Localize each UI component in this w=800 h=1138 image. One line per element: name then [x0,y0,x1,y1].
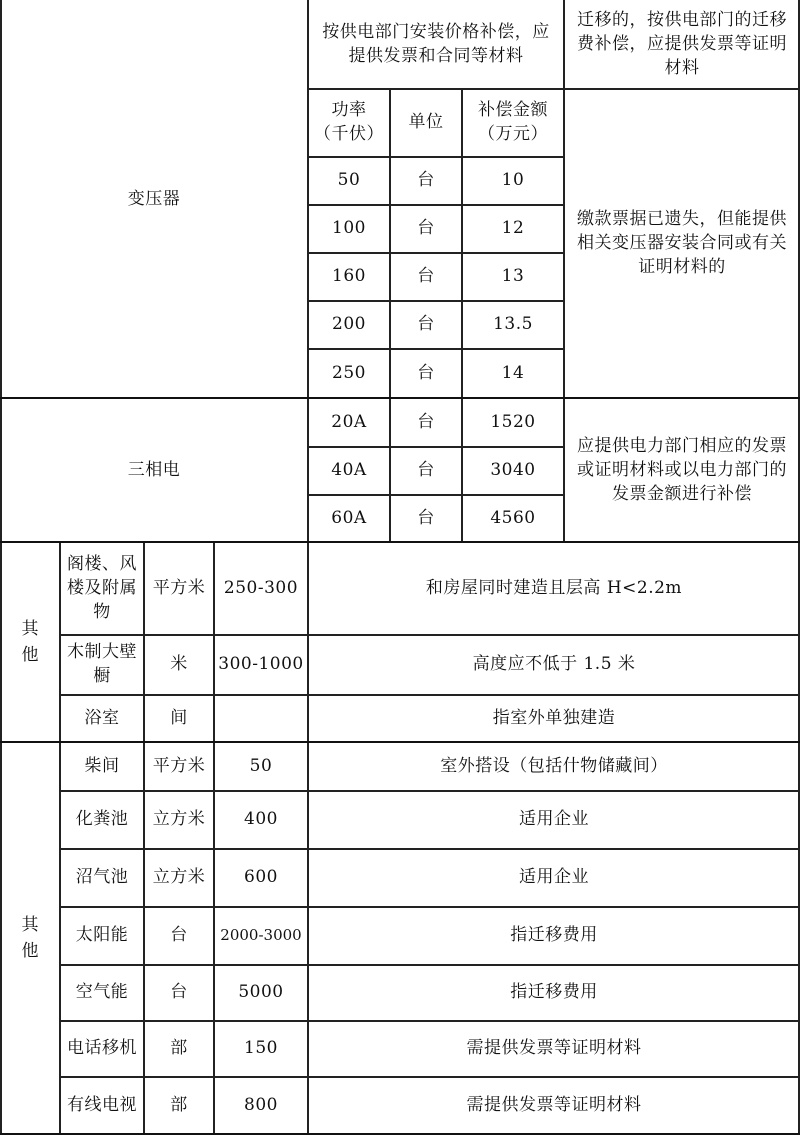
col-header-amount: 补偿金额 （万元） [478,100,548,144]
other-unit: 台 [170,982,188,1002]
grid-line [307,252,564,254]
grid-line [307,446,564,448]
other-amount: 5000 [238,982,284,1002]
other-amount: 800 [244,1095,278,1115]
transformer-unit: 台 [417,314,435,334]
three-phase-unit: 台 [417,412,435,432]
three-phase-unit: 台 [417,508,435,528]
grid-line [0,741,800,743]
grid-line [307,156,564,158]
other-note: 高度应不低于 1.5 米 [472,654,636,674]
grid-line [213,542,215,1134]
other-unit: 部 [170,1095,188,1115]
grid-line [0,397,800,399]
grid-line [307,542,309,1134]
transformer-amount: 12 [501,218,525,238]
transformer-power: 200 [332,314,366,334]
grid-line [0,1133,800,1135]
other-note: 适用企业 [519,809,589,829]
other-amount: 150 [244,1038,278,1058]
other-item: 有线电视 [67,1095,137,1115]
other-unit: 台 [170,925,188,945]
grid-line [0,0,2,1134]
three-phase-amount: 4560 [490,508,536,528]
other-unit: 部 [170,1038,188,1058]
other-item: 太阳能 [75,925,129,945]
other-amount [214,694,308,742]
other-amount: 50 [249,756,273,776]
three-phase-note: 应提供电力部门相应的发票或证明材料或以电力部门的发票金额进行补偿 [577,436,787,504]
three-phase-unit: 台 [417,460,435,480]
transformer-amount: 13 [501,266,525,286]
other-note: 指迁移费用 [510,982,598,1002]
col-header-unit: 单位 [408,112,444,132]
grid-line [307,88,800,90]
grid-line [307,494,564,496]
grid-line [59,1076,800,1078]
transformer-power: 50 [337,170,361,190]
grid-line [307,0,309,542]
grid-line [59,906,800,908]
transformer-category: 变压器 [127,189,181,209]
other-note: 和房屋同时建造且层高 H<2.2m [425,578,683,598]
grid-line [143,542,145,1134]
other-item: 阁楼、风 楼及附属 物 [67,554,137,622]
other-amount: 400 [244,809,278,829]
grid-line [59,848,800,850]
transformer-amount: 10 [501,170,525,190]
other-group-1-label: 其 他 [21,619,39,665]
other-unit: 间 [170,708,188,728]
transformer-unit: 台 [417,218,435,238]
three-phase-spec: 60A [331,508,367,528]
other-item: 空气能 [75,982,129,1002]
other-item: 浴室 [84,708,120,728]
other-note: 指迁移费用 [510,925,598,945]
grid-line [307,348,564,350]
transformer-note: 缴款票据已遗失，但能提供相关变压器安装合同或有关证明材料的 [577,209,787,277]
other-note: 需提供发票等证明材料 [466,1095,642,1115]
col-header-power: 功率 （千伏） [314,100,384,144]
grid-line [59,634,800,636]
transformer-power: 100 [332,218,366,238]
other-item: 电话移机 [67,1038,137,1058]
grid-line [307,300,564,302]
transformer-unit: 台 [417,266,435,286]
transformer-header-note-right: 迁移的，按供电部门的迁移费补偿，应提供发票等证明材料 [577,10,787,78]
other-group-2-label: 其 他 [21,915,39,961]
other-amount: 250-300 [223,578,299,598]
grid-line [59,1020,800,1022]
grid-line [59,790,800,792]
other-unit: 米 [170,654,188,674]
other-unit: 立方米 [152,809,206,829]
other-amount: 600 [244,867,278,887]
other-item: 沼气池 [75,867,129,887]
other-note: 适用企业 [519,867,589,887]
other-unit: 平方米 [152,578,206,598]
grid-line [307,204,564,206]
three-phase-amount: 3040 [490,460,536,480]
other-item: 柴间 [84,756,120,776]
transformer-power: 250 [332,363,366,383]
other-unit: 平方米 [152,756,206,776]
other-note: 需提供发票等证明材料 [466,1038,642,1058]
three-phase-amount: 1520 [490,412,536,432]
three-phase-spec: 20A [331,412,367,432]
other-note: 指室外单独建造 [492,708,616,728]
other-unit: 立方米 [152,867,206,887]
three-phase-category: 三相电 [127,460,181,480]
grid-line [59,694,800,696]
three-phase-spec: 40A [331,460,367,480]
transformer-unit: 台 [417,170,435,190]
transformer-header-note-left: 按供电部门安装价格补偿，应提供发票和合同等材料 [322,22,550,66]
grid-line [59,542,61,1134]
other-item: 木制大壁 橱 [67,642,137,686]
other-item: 化粪池 [75,809,129,829]
transformer-amount: 14 [501,363,525,383]
grid-line [563,0,565,542]
transformer-unit: 台 [417,363,435,383]
transformer-amount: 13.5 [493,314,533,334]
grid-line [0,541,800,543]
other-note: 室外搭设（包括什物储藏间） [440,756,668,776]
other-amount: 300-1000 [218,654,304,674]
grid-line [59,964,800,966]
other-amount: 2000-3000 [220,926,302,944]
transformer-power: 160 [332,266,366,286]
